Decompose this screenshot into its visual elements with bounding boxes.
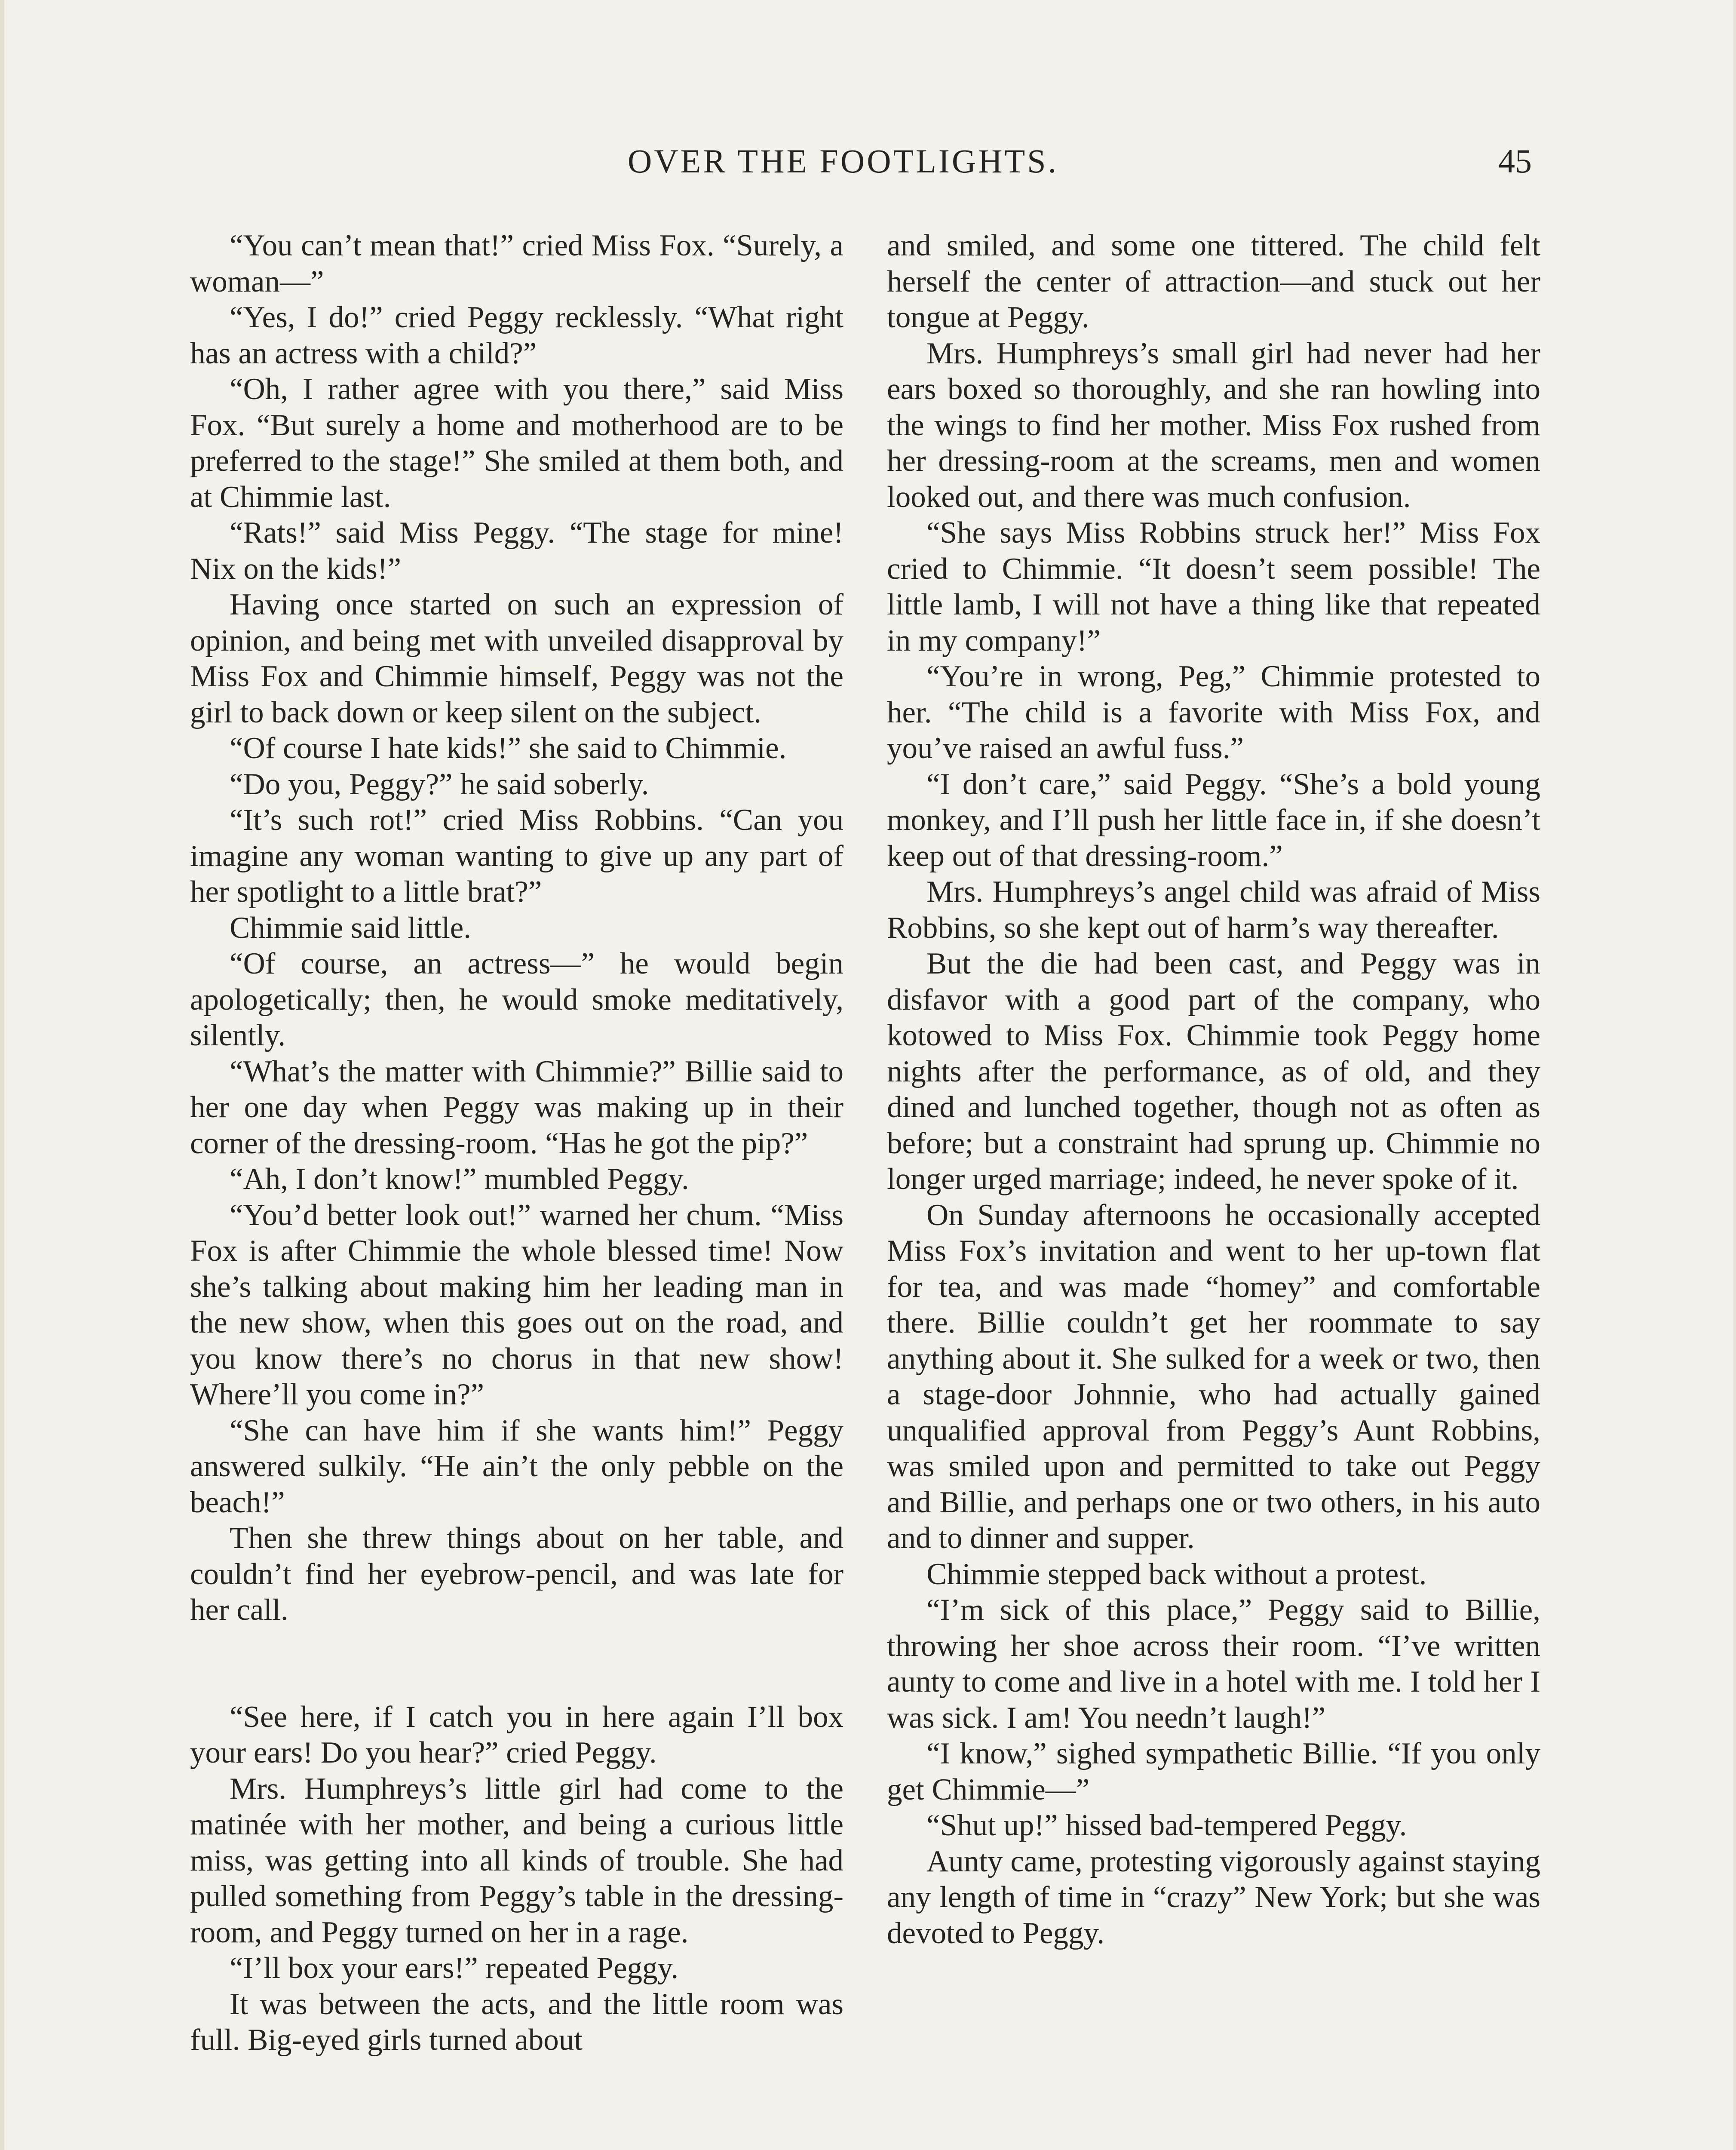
- paragraph: “I know,” sighed sympathetic Billie. “If you only get Chimmie—”: [887, 1737, 1540, 1806]
- paragraph: Then she threw things about on her table, and couldn’t find her eyebrow-pencil, and was late for her call.: [190, 1521, 843, 1627]
- left-column: [190, 228, 843, 2058]
- paragraph: It was between the acts, and the little room was full. Big-eyed girls turned about: [190, 1987, 843, 2057]
- paragraph: Aunty came, protesting vigorously against staying any length of time in “crazy” New York; but she was devoted to Peggy.: [887, 1844, 1540, 1950]
- paragraph: “Of course I hate kids!” she said to Chimmie.: [230, 731, 787, 765]
- paragraph: On Sunday afternoons he occasionally accepted Miss Fox’s invitation and went to her up-town flat for tea, and was made “homey” and comfortable there. Billie couldn’t get her roommate to say anything about it. She sulked for a week or two, then a stage-door Johnnie, who had actually gained unqualified approval from Peggy’s Aunt Robbins, was smiled upon and permitted to take out Peggy and Billie, and perhaps one or two others, in his auto and to dinner and supper.: [887, 1198, 1540, 1555]
- paragraph: Mrs. Humphreys’s angel child was afraid of Miss Robbins, so she kept out of harm’s way thereafter.: [887, 875, 1540, 945]
- paragraph: “You’d better look out!” warned her chum. “Miss Fox is after Chimmie the whole blessed time! Now she’s talking about making him her leading man in the new show, when this goes out on the road, and you know there’s no chorus in that new show! Where’ll you come in?”: [190, 1198, 843, 1411]
- paragraph: “I’m sick of this place,” Peggy said to Billie, throwing her shoe across their room. “I’ve written aunty to come and live in a hotel with me. I told her I was sick. I am! You needn’t laugh!”: [887, 1593, 1540, 1735]
- paragraph: “I don’t care,” said Peggy. “She’s a bold young monkey, and I’ll push her little face in, if she doesn’t keep out of that dressing-room.”: [887, 767, 1540, 873]
- paragraph: “Of course, an actress—” he would begin apologetically; then, he would smoke meditatively, silently.: [190, 947, 843, 1052]
- paragraph: “It’s such rot!” cried Miss Robbins. “Can you imagine any woman wanting to give up any part of her spotlight to a little brat?”: [190, 803, 843, 909]
- paragraph: But the die had been cast, and Peggy was in disfavor with a good part of the company, who kotowed to Miss Fox. Chimmie took Peggy home nights after the performance, as of old, and they dined and lunched together, though not as often as before; but a constraint had sprung up. Chimmie no longer urged marriage; indeed, he never spoke of it.: [887, 947, 1540, 1196]
- paragraph: “You’re in wrong, Peg,” Chimmie protested to her. “The child is a favorite with Miss Fox, and you’ve raised an awful fuss.”: [887, 660, 1540, 765]
- running-title: OVER THE FOOTLIGHTS.: [628, 142, 1059, 180]
- paragraph: “Ah, I don’t know!” mumbled Peggy.: [230, 1162, 689, 1196]
- paragraph: “Rats!” said Miss Peggy. “The stage for mine! Nix on the kids!”: [190, 516, 843, 586]
- paragraph: Mrs. Humphreys’s little girl had come to the matinée with her mother, and being a curious little miss, was getting into all kinds of trouble. She had pulled something from Peggy’s table in the dressing-room, and Peggy turned on her in a rage.: [190, 1772, 843, 1949]
- paragraph: Chimmie stepped back without a protest.: [926, 1557, 1427, 1591]
- paragraph: “Yes, I do!” cried Peggy recklessly. “What right has an actress with a child?”: [190, 301, 843, 370]
- right-column: [887, 228, 1540, 1951]
- paragraph: “I’ll box your ears!” repeated Peggy.: [230, 1951, 679, 1985]
- paragraph: “See here, if I catch you in here again I’ll box your ears! Do you hear?” cried Peggy.: [190, 1700, 843, 1769]
- paragraph: “She can have him if she wants him!” Peggy answered sulkily. “He ain’t the only pebble on the beach!”: [190, 1413, 843, 1519]
- paragraph: “Shut up!” hissed bad-tempered Peggy.: [926, 1809, 1407, 1842]
- paragraph: Chimmie said little.: [230, 911, 472, 945]
- paragraph: “Do you, Peggy?” he said soberly.: [230, 767, 649, 801]
- paragraph: “You can’t mean that!” cried Miss Fox. “Surely, a woman—”: [190, 229, 843, 298]
- continued-paragraph: and smiled, and some one tittered. The child felt herself the center of attraction—and stuck out her tongue at Peggy.: [887, 229, 1540, 334]
- paragraph: “What’s the matter with Chimmie?” Billie said to her one day when Peggy was making up in their corner of the dressing-room. “Has he got the pip?”: [190, 1054, 843, 1160]
- paragraph: Having once started on such an expression of opinion, and being met with unveiled disapproval by Miss Fox and Chimmie himself, Peggy was not the girl to back down or keep silent on the subject.: [190, 588, 843, 729]
- section-break: [190, 1628, 843, 1699]
- paragraph: Mrs. Humphreys’s small girl had never had her ears boxed so thoroughly, and she ran howling into the wings to find her mother. Miss Fox rushed from her dressing-room at the screams, men and women looked out, and there was much confusion.: [887, 336, 1540, 514]
- page-number: 45: [1498, 142, 1532, 180]
- paragraph: “Oh, I rather agree with you there,” said Miss Fox. “But surely a home and motherhood are to be preferred to the stage!” She smiled at them both, and at Chimmie last.: [190, 372, 843, 514]
- paragraph: “She says Miss Robbins struck her!” Miss Fox cried to Chimmie. “It doesn’t seem possible! The little lamb, I will not have a thing like that repeated in my company!”: [887, 516, 1540, 657]
